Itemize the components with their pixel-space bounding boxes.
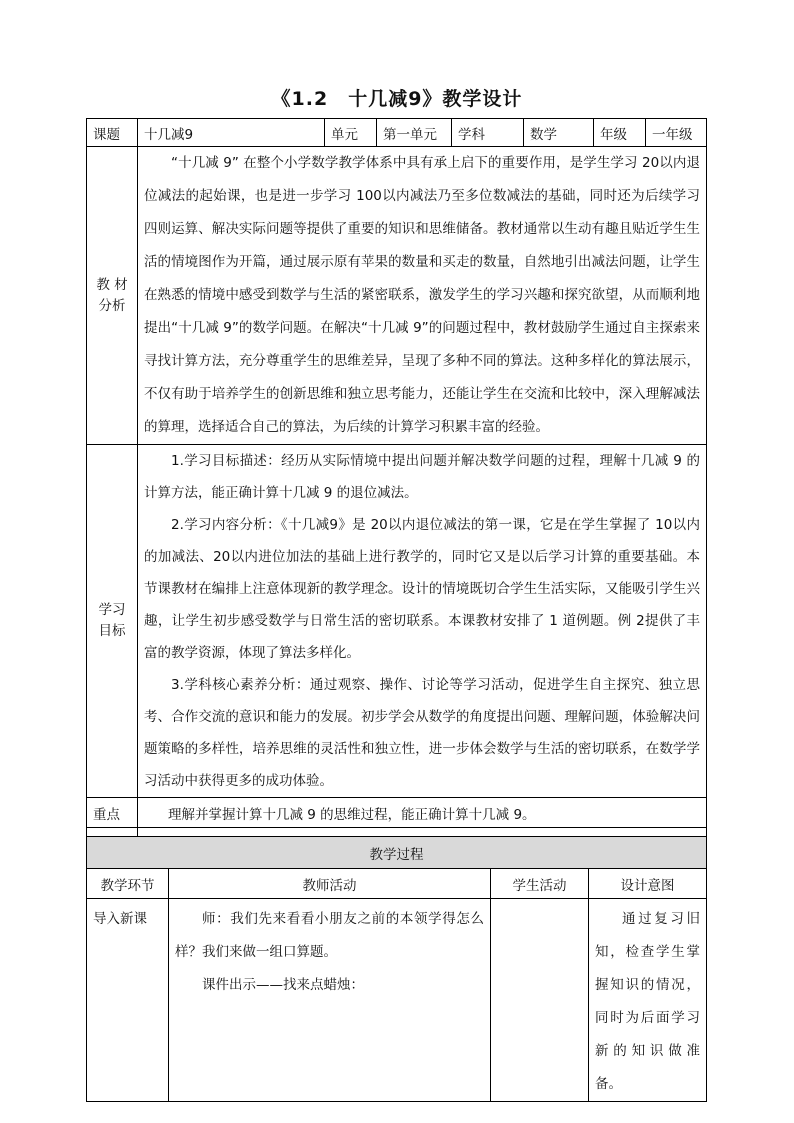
- col-student-header: 学生活动: [491, 869, 589, 899]
- col-stage-header: 教学环节: [87, 869, 169, 899]
- student-activity-cell: [491, 899, 589, 1102]
- key-point-text: 理解并掌握计算十几减 9 的思维过程，能正确计算十几减 9。: [138, 798, 707, 828]
- design-intent-text: 通过复习旧知，检查学生掌握知识的情况，同时为后面学习新的知识做准备。: [595, 911, 700, 1092]
- analysis-label-line2: 分析: [98, 297, 126, 314]
- unit-value: 第一单元: [377, 119, 452, 147]
- process-header-row: [87, 869, 707, 899]
- topic-value: 十几减9: [138, 119, 325, 147]
- key-point-label: 重点: [87, 798, 138, 828]
- objectives-label: [87, 445, 138, 798]
- objectives-label-line2: 目标: [98, 623, 126, 639]
- process-title-row: [87, 837, 707, 869]
- analysis-label: [87, 147, 138, 445]
- objective-paragraph-3: 3.学科核心素养分析：通过观察、操作、讨论等学习活动，促进学生自主探究、独立思考、合作交流的意识和能力的发展。初步学会从数学的角度提出问题、理解问题，体验解决问题策略的多样性，培养思维的灵活性和独立性，进一步体会数学与生活的密切联系，在数学学习活动中获得更多的成功体验。: [144, 677, 700, 789]
- analysis-text: “十几减 9” 在整个小学数学教学体系中具有承上启下的重要作用，是学生学习 20以内退位减法的起始课，也是进一步学习 100以内减法乃至多位数减法的基础，同时还为后续学习四则运算、解决实际问题等提供了重要的知识和思维储备。教材通常以生动有趣且贴近学生生活的情境图作为开篇，通过展示原有苹果的数量和买走的数量，自然地引出减法问题，让学生在熟悉的情境中感受到数学与生活的紧密联系，激发学生的学习兴趣和探究欲望，从而顺利地提出“十几减 9”的数学问题。在解决“十几减 9”的问题过程中，教材鼓励学生通过自主探索来寻找计算方法，充分尊重学生的思维差异，呈现了多种不同的算法。这种多样化的算法展示，不仅有助于培养学生的创新思维和独立思考能力，还能让学生在交流和比较中，深入理解减法的算理，选择适合自己的算法，为后续的计算学习积累丰富的经验。: [144, 155, 700, 435]
- objective-paragraph-2: 2.学习内容分析：《十几减9》是 20以内退位减法的第一课，它是在学生掌握了 10以内的加减法、20以内进位加法的基础上进行教学的，同时它又是以后学习计算的重要基础。本节课教材在编排上注意体现新的教学理念。设计的情境既切合学生生活实际，又能吸引学生兴趣，让学生初步感受数学与日常生活的密切联系。本课教材安排了 1 道例题。例 2提供了丰富的教学资源，体现了算法多样化。: [144, 517, 700, 661]
- topic-label: 课题: [87, 119, 138, 147]
- key-point-row: [87, 798, 707, 828]
- teacher-activity-cell: [169, 899, 491, 1102]
- analysis-row: [87, 147, 707, 445]
- unit-label: 单元: [325, 119, 377, 147]
- grade-label: 年级: [594, 119, 646, 147]
- design-intent-cell: [589, 899, 707, 1102]
- analysis-label-line1: 教 材: [96, 276, 128, 293]
- objective-paragraph-1: 1.学习目标描述：经历从实际情境中提出问题并解决数学问题的过程，理解十几减 9 的计算方法，能正确计算十几减 9 的退位减法。: [144, 453, 700, 501]
- grade-value: 一年级: [646, 119, 707, 147]
- col-teacher-header: 教师活动: [169, 869, 491, 899]
- subject-value: 数学: [524, 119, 594, 147]
- objectives-cell: [138, 445, 707, 798]
- subject-label: 学科: [452, 119, 524, 147]
- stage-cell: 导入新课: [87, 899, 169, 1102]
- page-title: 《1.2 十几减9》教学设计: [271, 88, 523, 110]
- header-row: [87, 119, 707, 147]
- process-section-title: 教学过程: [87, 837, 707, 869]
- process-row: [87, 899, 707, 1102]
- objectives-row: [87, 445, 707, 798]
- analysis-cell: [138, 147, 707, 445]
- col-intent-header: 设计意图: [589, 869, 707, 899]
- teacher-paragraph-2: 课件出示——找来点蜡烛：: [202, 977, 364, 993]
- objectives-label-line1: 学习: [98, 602, 126, 618]
- teaching-process-table: [86, 836, 707, 1102]
- lesson-info-table: [86, 118, 707, 858]
- teacher-paragraph-1: 师：我们先来看看小朋友之前的本领学得怎么样？我们来做一组口算题。: [175, 911, 484, 960]
